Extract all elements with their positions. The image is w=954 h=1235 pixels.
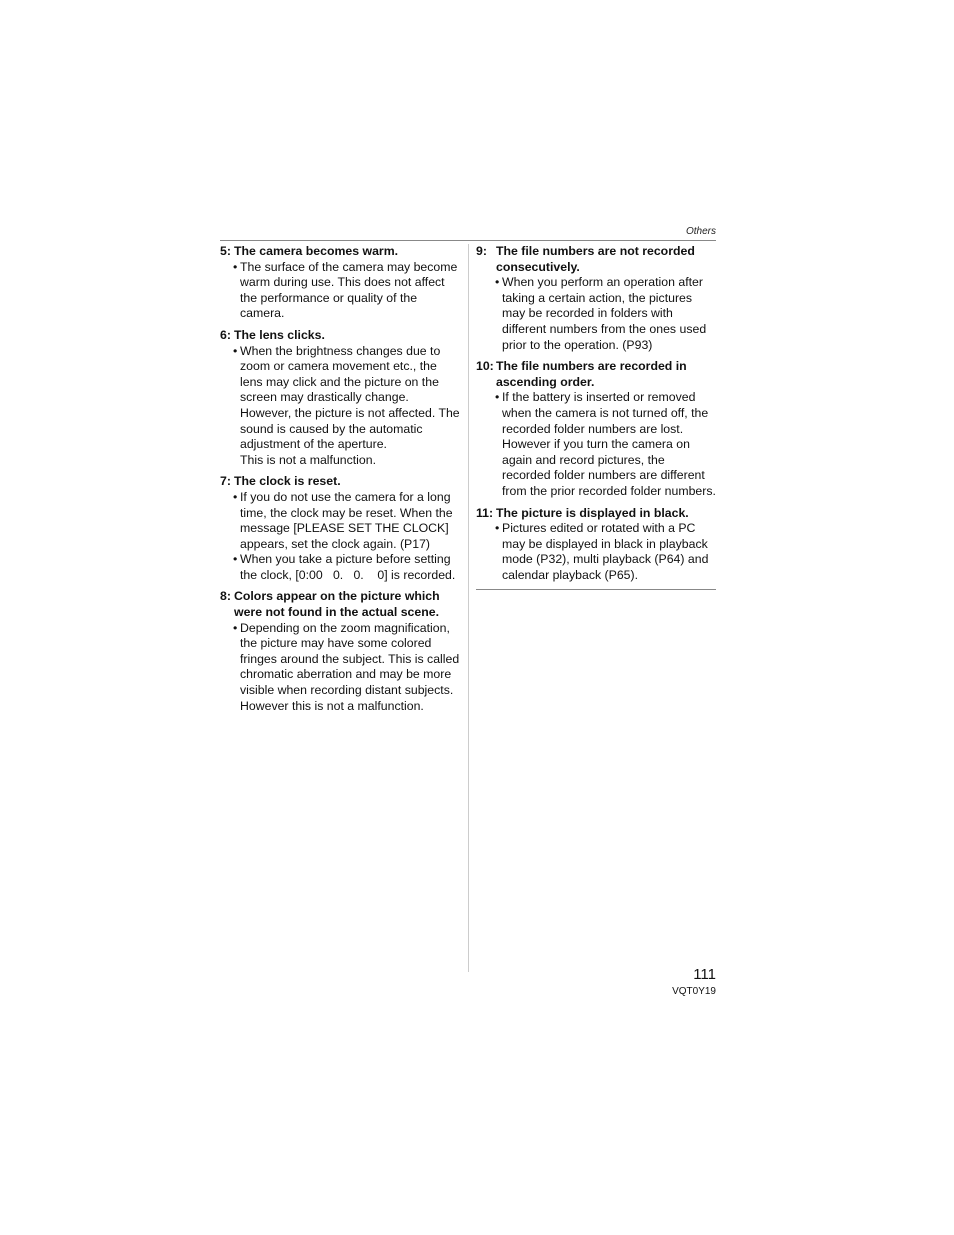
bullet-dot-icon: • (233, 259, 238, 274)
bullet-dot-icon: • (233, 343, 238, 358)
bullet-dot-icon: • (495, 390, 500, 405)
bullet-text: If you do not use the camera for a long time, the clock may be reset. When the message [PLEASE SET THE CLOCK] appears, set the clock again. (P17) (240, 489, 453, 551)
section-title: Colors appear on the picture which were not found in the actual scene. (234, 589, 440, 620)
section-number: 5: (220, 244, 231, 258)
bullet-item (233, 490, 462, 552)
section-title: The file numbers are recorded in ascending order. (496, 359, 687, 389)
section-number: 9: (476, 244, 487, 258)
bullet-dot-icon: • (233, 552, 238, 567)
section-number: 7: (220, 474, 231, 489)
section-7 (220, 474, 462, 583)
bullet-text: If the battery is inserted or removed when the camera is not turned off, the recorded folder numbers are lost. However if you turn the camera on again and record pictures, the recorded folder numbers are different from the prior recorded folder numbers. (502, 390, 716, 498)
section-title: The file numbers are not recorded consecutively. (496, 244, 695, 274)
header-divider (220, 240, 716, 241)
section-number: 10: (476, 359, 494, 374)
section-9 (476, 244, 716, 353)
section-11 (476, 506, 716, 584)
column-divider (468, 244, 469, 972)
bullet-item (233, 260, 462, 322)
bullet-dot-icon: • (495, 275, 500, 290)
section-header-label: Others (685, 226, 716, 237)
bullet-item (495, 275, 716, 353)
section-end-divider (476, 589, 716, 590)
bullet-text: When the brightness changes due to zoom or camera movement etc., the lens may click and the picture on the screen may drastically change. However, the picture is not affected. The sound is caused by the automatic adjustment of the aperture. This is not a malfunction. (240, 343, 460, 467)
bullet-item (495, 521, 716, 583)
bullet-item (233, 621, 462, 715)
section-number: 11: (476, 505, 494, 520)
right-column (476, 244, 716, 590)
model-code: VQT0Y19 (672, 986, 716, 997)
bullet-text: Depending on the zoom magnification, the picture may have some colored fringes around the subject. This is called chromatic aberration and may be more visible when recording distant subjects. However this is not a malfunction. (240, 620, 460, 713)
section-title: The camera becomes warm. (234, 244, 399, 258)
section-10 (476, 359, 716, 499)
bullet-item (233, 552, 462, 583)
section-8 (220, 589, 462, 714)
section-title: The clock is reset. (234, 474, 341, 489)
bullet-dot-icon: • (233, 489, 238, 504)
bullet-item (495, 390, 716, 499)
section-title: The lens clicks. (234, 327, 325, 342)
section-number: 6: (220, 327, 231, 342)
section-number: 8: (220, 589, 231, 604)
bullet-dot-icon: • (495, 521, 500, 536)
bullet-text: When you take a picture before setting the clock, [0:00 0. 0. 0] is recorded. (240, 552, 456, 582)
section-title: The picture is displayed in black. (496, 505, 689, 520)
page-number: 111 (693, 966, 716, 983)
section-6 (220, 328, 462, 468)
bullet-text: Pictures edited or rotated with a PC may be displayed in black in playback mode (P32), multi playback (P64) and calendar playback (P65). (502, 521, 709, 582)
bullet-text: The surface of the camera may become warm during use. This does not affect the performance or quality of the camera. (240, 259, 458, 321)
bullet-item (233, 344, 462, 469)
bullet-dot-icon: • (233, 620, 238, 635)
bullet-text: When you perform an operation after taking a certain action, the pictures may be recorded in folders with different numbers from the ones used prior to the operation. (P93) (502, 275, 707, 352)
left-column (220, 244, 462, 720)
section-5 (220, 244, 462, 322)
